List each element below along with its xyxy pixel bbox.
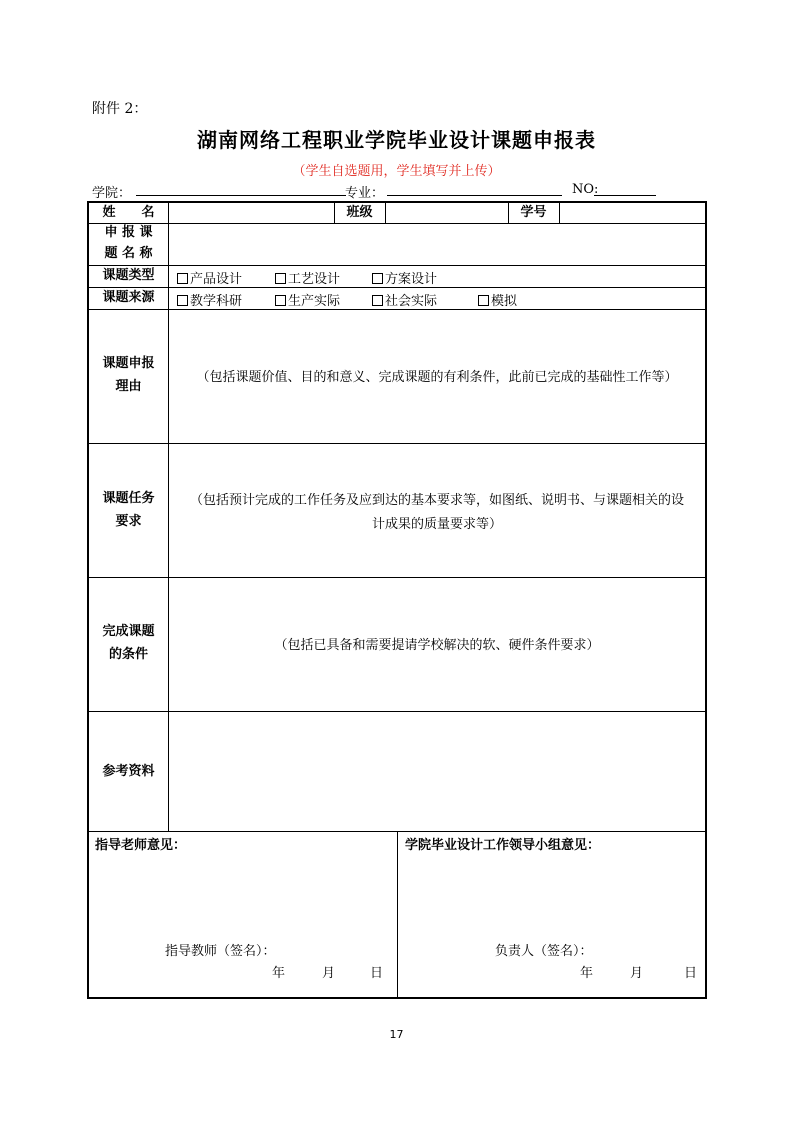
group-date-month: 月 — [630, 966, 644, 981]
task-hint-line2[interactable]: 计成果的质量要求等） — [371, 517, 502, 532]
topic-type-label: 课题类型 — [102, 268, 155, 283]
topic-source-option[interactable]: 教学科研 — [177, 290, 242, 309]
topic-type-option[interactable]: 方案设计 — [372, 268, 437, 287]
group-sign-label: 负责人（签名）： — [495, 944, 593, 959]
task-label-line1: 课题任务 — [102, 491, 155, 506]
attachment-label: 附件 2： — [92, 101, 148, 117]
major-field[interactable] — [387, 195, 562, 196]
row-divider — [89, 287, 705, 288]
advisor-sign-label: 指导教师（签名）： — [165, 944, 276, 959]
row-divider — [89, 265, 705, 266]
col-divider — [397, 831, 398, 997]
topic-source-label: 课题来源 — [102, 290, 155, 305]
meta-row — [92, 182, 662, 200]
checkbox-icon — [177, 295, 188, 306]
reason-hint[interactable]: （包括课题价值、目的和意义、完成课题的有利条件，此前已完成的基础性工作等） — [196, 370, 678, 385]
page-title: 湖南网络工程职业学院毕业设计课题申报表 — [197, 128, 596, 152]
class-label: 班级 — [346, 205, 373, 220]
student-id-field[interactable] — [560, 203, 705, 223]
name-field[interactable] — [169, 203, 334, 223]
topic-source-option[interactable]: 社会实际 — [372, 290, 437, 309]
topic-source-option[interactable]: 模拟 — [478, 290, 517, 309]
group-date-year: 年 — [580, 966, 594, 981]
college-label: 学院： — [92, 186, 132, 201]
reason-label-line2: 理由 — [115, 379, 142, 394]
checkbox-icon — [177, 273, 188, 284]
application-form — [87, 201, 707, 999]
topic-name-label-line2: 题 名 称 — [104, 246, 153, 261]
references-field[interactable] — [169, 712, 705, 831]
page-number: 17 — [389, 1028, 404, 1041]
major-label: 专业： — [345, 186, 385, 201]
references-label: 参考资料 — [102, 764, 155, 779]
task-hint-line1[interactable]: （包括预计完成的工作任务及应到达的基本要求等，如图纸、说明书、与课题相关的设 — [189, 493, 684, 508]
page-subtitle: （学生自选题用，学生填写并上传） — [292, 164, 501, 179]
reason-label-line1: 课题申报 — [102, 356, 155, 371]
topic-type-option[interactable]: 产品设计 — [177, 268, 242, 287]
topic-type-option[interactable]: 工艺设计 — [275, 268, 340, 287]
task-label-line2: 要求 — [115, 514, 142, 529]
advisor-opinion-title: 指导老师意见： — [95, 838, 187, 853]
advisor-date-year: 年 — [272, 966, 286, 981]
group-date-day: 日 — [684, 966, 698, 981]
topic-name-label-line1: 申 报 课 — [104, 225, 153, 240]
college-field[interactable] — [136, 195, 346, 196]
advisor-date-day: 日 — [370, 966, 384, 981]
class-field[interactable] — [386, 203, 508, 223]
checkbox-icon — [275, 295, 286, 306]
checkbox-icon — [372, 295, 383, 306]
checkbox-icon — [478, 295, 489, 306]
conditions-hint[interactable]: （包括已具备和需要提请学校解决的软、硬件条件要求） — [274, 638, 600, 653]
group-opinion-title: 学院毕业设计工作领导小组意见： — [405, 838, 601, 853]
row-divider — [89, 443, 705, 444]
topic-name-field[interactable] — [169, 224, 705, 265]
name-label: 姓 名 — [102, 205, 155, 220]
row-divider — [89, 309, 705, 310]
student-id-label: 学号 — [520, 205, 547, 220]
no-label: NO: — [572, 182, 599, 197]
checkbox-icon — [372, 273, 383, 284]
conditions-label-line1: 完成课题 — [102, 624, 155, 639]
conditions-label-line2: 的条件 — [108, 647, 148, 662]
checkbox-icon — [275, 273, 286, 284]
advisor-date-month: 月 — [322, 966, 336, 981]
row-divider — [89, 577, 705, 578]
topic-source-option[interactable]: 生产实际 — [275, 290, 340, 309]
no-field[interactable] — [594, 195, 656, 196]
